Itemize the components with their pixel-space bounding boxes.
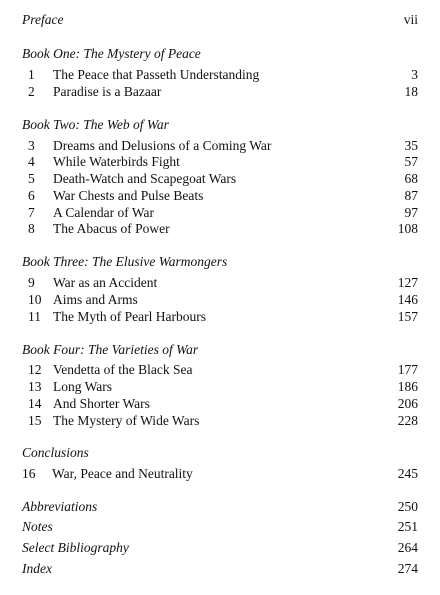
- chapter-title: And Shorter Wars: [53, 396, 150, 411]
- chapter-title: War as an Accident: [53, 275, 158, 290]
- chapter-number: 2: [28, 84, 35, 99]
- toc-entry-index: [0, 561, 440, 577]
- chapter-page: 35: [404, 138, 418, 153]
- chapter-title: War Chests and Pulse Beats: [53, 188, 204, 203]
- chapter-page: 108: [397, 221, 418, 236]
- back-matter-page: 250: [397, 499, 418, 514]
- toc-entry: [0, 362, 440, 378]
- book-one-heading: Book One: The Mystery of Peace: [22, 46, 201, 61]
- book-heading: [0, 342, 440, 358]
- chapter-number: 14: [28, 396, 42, 411]
- chapter-page: 18: [404, 84, 418, 99]
- chapter-title: The Mystery of Wide Wars: [53, 413, 200, 428]
- back-matter-label: Notes: [22, 519, 53, 534]
- back-matter-label: Index: [22, 561, 52, 576]
- chapter-number: 16: [22, 466, 36, 481]
- chapter-page: 3: [411, 67, 418, 82]
- chapter-title: War, Peace and Neutrality: [52, 466, 193, 481]
- chapter-page: 57: [404, 154, 418, 169]
- chapter-title: Dreams and Delusions of a Coming War: [53, 138, 272, 153]
- toc-entry: [0, 292, 440, 308]
- chapter-title: While Waterbirds Fight: [53, 154, 180, 169]
- book-two-heading: Book Two: The Web of War: [22, 117, 169, 132]
- book-heading: [0, 254, 440, 270]
- toc-entry-notes: [0, 519, 440, 535]
- book-four-heading: Book Four: The Varieties of War: [22, 342, 199, 357]
- chapter-title: Vendetta of the Black Sea: [53, 362, 193, 377]
- chapter-number: 6: [28, 188, 35, 203]
- chapter-title: The Peace that Passeth Understanding: [53, 67, 260, 82]
- chapter-number: 10: [28, 292, 42, 307]
- toc-entry: [0, 379, 440, 395]
- back-matter-label: Abbreviations: [22, 499, 98, 514]
- chapter-title: Paradise is a Bazaar: [53, 84, 162, 99]
- chapter-page: 127: [397, 275, 418, 290]
- toc-entry-preface: [0, 12, 440, 28]
- toc-entry: [0, 205, 440, 221]
- back-matter-label: Select Bibliography: [22, 540, 129, 555]
- chapter-page: 186: [397, 379, 418, 394]
- chapter-page: 157: [397, 309, 418, 324]
- chapter-number: 12: [28, 362, 42, 377]
- back-matter-page: 251: [397, 519, 418, 534]
- toc-entry: [0, 466, 440, 482]
- toc-entry: [0, 84, 440, 100]
- chapter-page: 177: [397, 362, 418, 377]
- chapter-title: Death-Watch and Scapegoat Wars: [53, 171, 237, 186]
- book-heading: [0, 46, 440, 62]
- chapter-page: 245: [397, 466, 418, 481]
- toc-entry: [0, 138, 440, 154]
- preface-label: Preface: [22, 12, 64, 27]
- chapter-number: 8: [28, 221, 35, 236]
- chapter-page: 206: [397, 396, 418, 411]
- chapter-page: 68: [404, 171, 418, 186]
- chapter-number: 13: [28, 379, 42, 394]
- chapter-page: 146: [397, 292, 418, 307]
- back-matter-page: 274: [397, 561, 418, 576]
- chapter-number: 7: [28, 205, 35, 220]
- toc-entry-abbreviations: [0, 499, 440, 515]
- toc-entry: [0, 67, 440, 83]
- chapter-number: 9: [28, 275, 35, 290]
- chapter-title: The Myth of Pearl Harbours: [53, 309, 206, 324]
- toc-entry: [0, 413, 440, 429]
- toc-entry: [0, 221, 440, 237]
- chapter-number: 4: [28, 154, 35, 169]
- chapter-page: 97: [404, 205, 418, 220]
- chapter-number: 1: [28, 67, 35, 82]
- chapter-title: The Abacus of Power: [53, 221, 170, 236]
- chapter-title: A Calendar of War: [53, 205, 155, 220]
- chapter-page: 228: [397, 413, 418, 428]
- chapter-title: Aims and Arms: [53, 292, 138, 307]
- toc-entry: [0, 396, 440, 412]
- toc-entry: [0, 188, 440, 204]
- chapter-number: 5: [28, 171, 35, 186]
- preface-page: vii: [403, 12, 418, 27]
- toc-entry: [0, 154, 440, 170]
- book-heading: [0, 117, 440, 133]
- chapter-title: Long Wars: [53, 379, 113, 394]
- conclusions-heading-row: [0, 445, 440, 461]
- back-matter-page: 264: [397, 540, 418, 555]
- toc-entry: [0, 171, 440, 187]
- toc-entry: [0, 275, 440, 291]
- chapter-number: 11: [28, 309, 41, 324]
- conclusions-heading: Conclusions: [22, 445, 89, 460]
- book-three-heading: Book Three: The Elusive Warmongers: [22, 254, 228, 269]
- chapter-page: 87: [404, 188, 418, 203]
- toc-entry: [0, 309, 440, 325]
- chapter-number: 15: [28, 413, 42, 428]
- toc-entry-bibliography: [0, 540, 440, 556]
- chapter-number: 3: [28, 138, 35, 153]
